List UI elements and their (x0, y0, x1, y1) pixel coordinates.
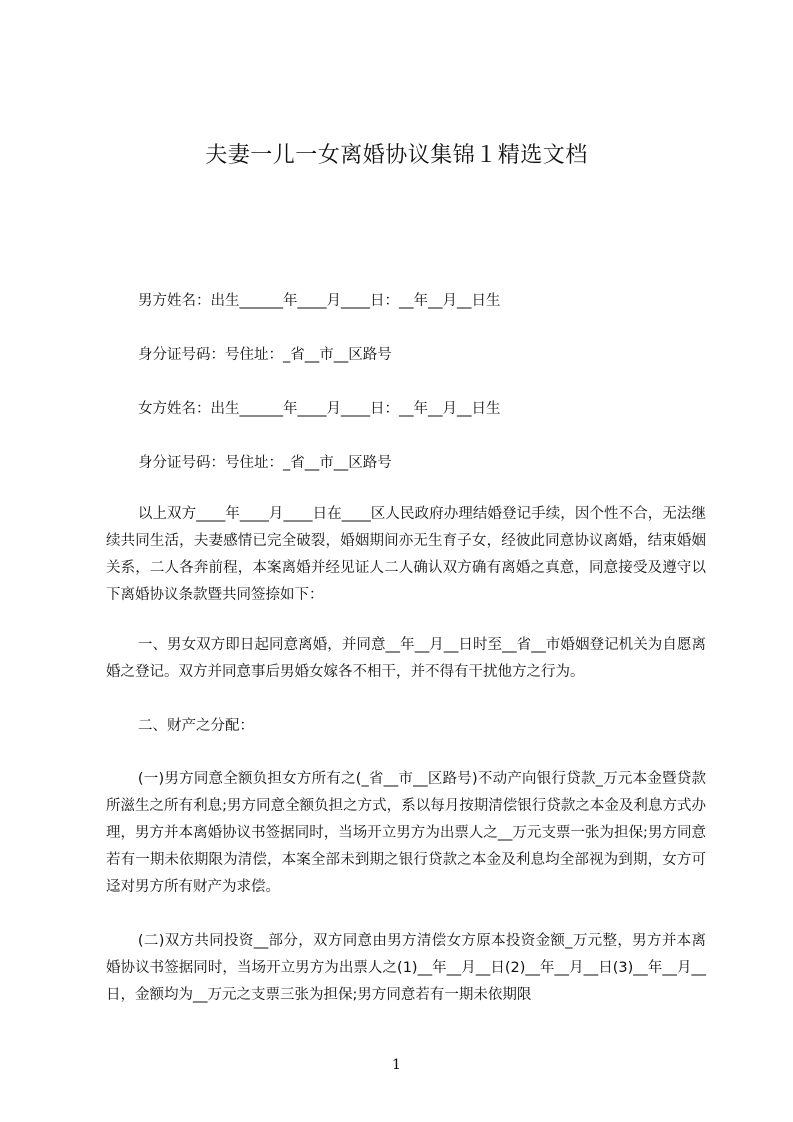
clause-two-part-two-paragraph: (二)双方共同投资__部分，双方同意由男方清偿女方原本投资金额_万元整，男方并本离婚协议书签据同时，当场开立男方为出票人之(1)__年__月__日(2)__年__月__日(3)__年__月__日，金额均为__万元之支票三张为担保;男方同意若有一期未依期限 (106, 933, 706, 1003)
property-division-heading: 二、财产之分配： (138, 718, 254, 734)
intro-paragraph: 以上双方____年____月____日在____区人民政府办理结婚登记手续，因个性不合，无法继续共同生活，夫妻感情已完全破裂，婚姻期间亦无生育子女，经彼此同意协议离婚，结束婚姻关系，二人各奔前程，本案离婚并经见证人二人确认双方确有离婚之真意，同意接受及遵守以下离婚协议条款暨共同签捺如下： (106, 506, 706, 603)
clause-two-part-one-paragraph: (一)男方同意全额负担女方所有之(_省__市__区路号)不动产向银行贷款_万元本金暨贷款所滋生之所有利息;男方同意全额负担之方式，系以每月按期清偿银行贷款之本金及利息方式办理，男方并本离婚协议书签据同时，当场开立男方为出票人之__万元支票一张为担保;男方同意若有一期未依期限为清偿，本案全部未到期之银行贷款之本金及利息均全部视为到期，女方可迳对男方所有财产为求偿。 (106, 771, 706, 895)
page-number: 1 (392, 1057, 401, 1073)
husband-name-field: 男方姓名：出生______年____月____日：__年__月__日生 (138, 293, 501, 309)
husband-id-field: 身分证号码：号住址：_省__市__区路号 (138, 347, 392, 363)
document-title: 夫妻一儿一女离婚协议集锦１精选文档 (205, 143, 588, 168)
clause-one-paragraph: 一、男女双方即日起同意离婚，并同意__年__月__日时至__省__市婚姻登记机关为自愿离婚之登记。双方并同意事后男婚女嫁各不相干，并不得有干扰他方之行为。 (106, 637, 706, 680)
wife-name-field: 女方姓名：出生______年____月____日：__年__月__日生 (138, 401, 501, 417)
wife-id-field: 身分证号码：号住址：_省__市__区路号 (138, 455, 392, 471)
